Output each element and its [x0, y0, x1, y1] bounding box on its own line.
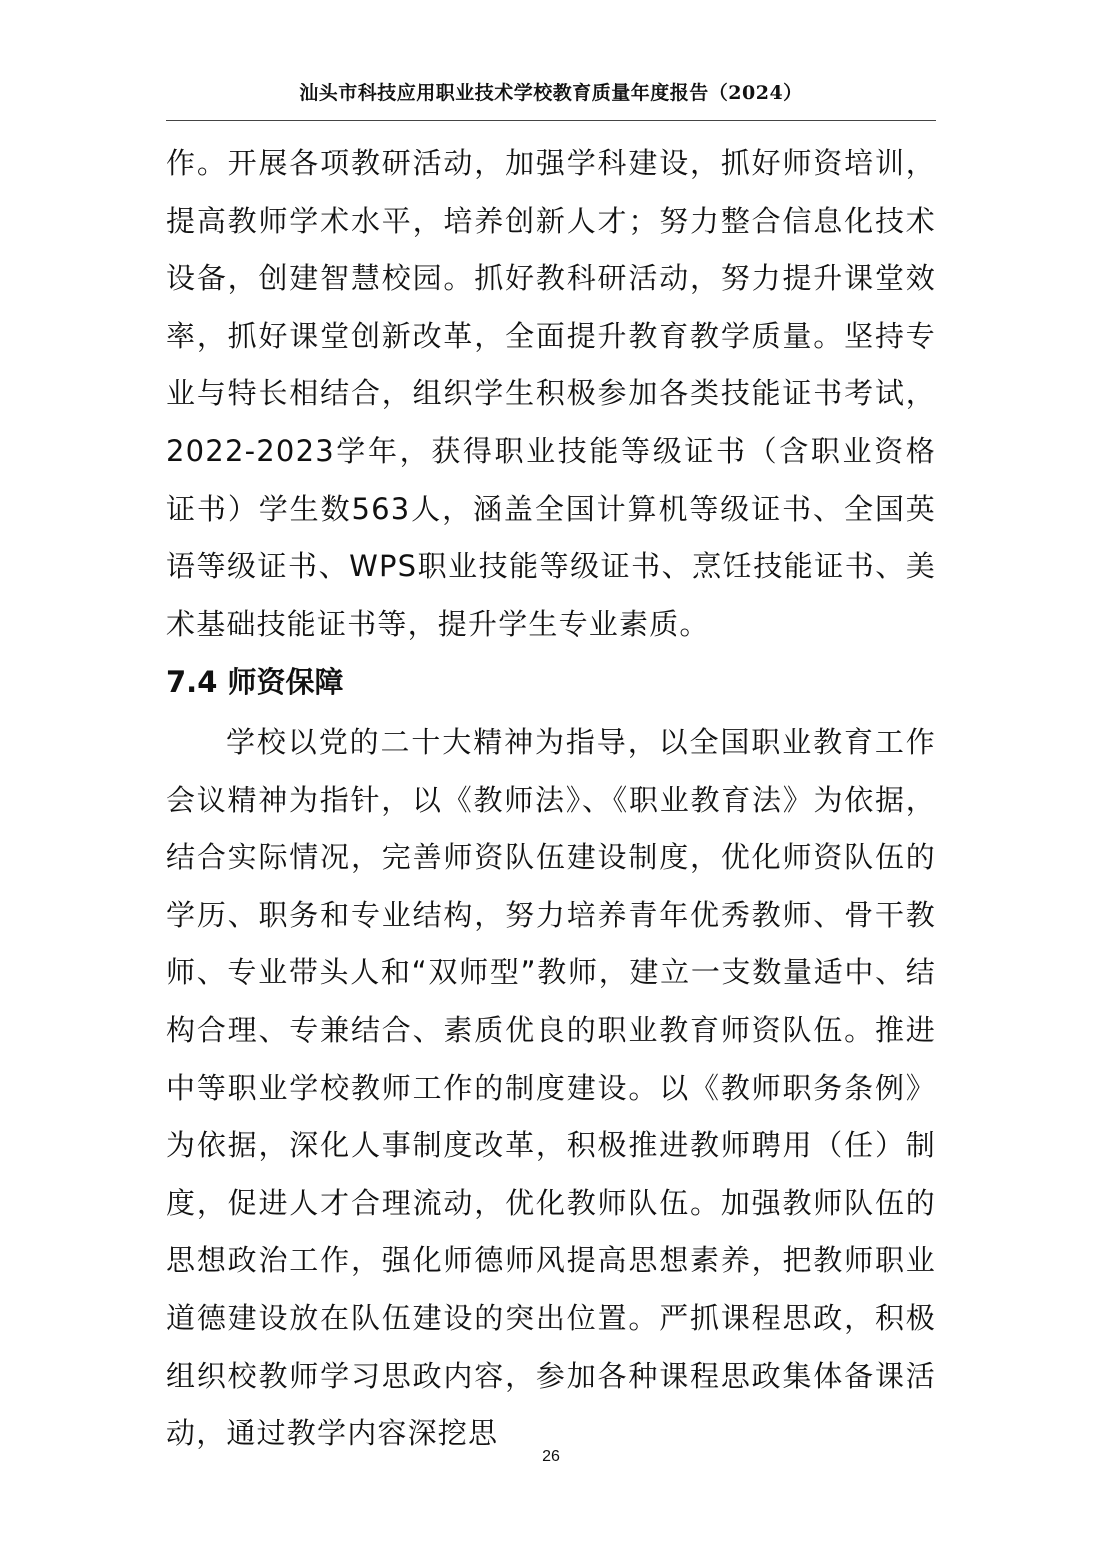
body-paragraph-1: 作。开展各项教研活动，加强学科建设，抓好师资培训，提高教师学术水平，培养创新人才；努力整合信息化技术设备，创建智慧校园。抓好教科研活动，努力提升课堂效率，抓好课堂创新改革，全面提升教育教学质量。坚持专业与特长相结合，组织学生积极参加各类技能证书考试，2022-2023学年，获得职业技能等级证书（含职业资格证书）学生数563人，涵盖全国计算机等级证书、全国英语等级证书、WPS职业技能等级证书、烹饪技能证书、美术基础技能证书等，提升学生专业素质。: [166, 146, 936, 641]
page-number: 26: [542, 1448, 560, 1465]
section-heading: 7.4 师资保障: [166, 665, 344, 699]
page-header: 汕头市科技应用职业技术学校教育质量年度报告（2024）: [299, 82, 803, 104]
header-divider: [166, 120, 936, 121]
body-paragraph-2: 学校以党的二十大精神为指导，以全国职业教育工作会议精神为指针，以《教师法》、《职业教育法》为依据，结合实际情况，完善师资队伍建设制度，优化师资队伍的学历、职务和专业结构，努力培养青年优秀教师、骨干教师、专业带头人和“双师型”教师，建立一支数量适中、结构合理、专兼结合、素质优良的职业教育师资队伍。推进中等职业学校教师工作的制度建设。以《教师职务条例》为依据，深化人事制度改革，积极推进教师聘用（任）制度，促进人才合理流动，优化教师队伍。加强教师队伍的思想政治工作，强化师德师风提高思想素养，把教师职业道德建设放在队伍建设的突出位置。严抓课程思政，积极组织校教师学习思政内容，参加各种课程思政集体备课活动，通过教学内容深挖思: [166, 725, 936, 1451]
